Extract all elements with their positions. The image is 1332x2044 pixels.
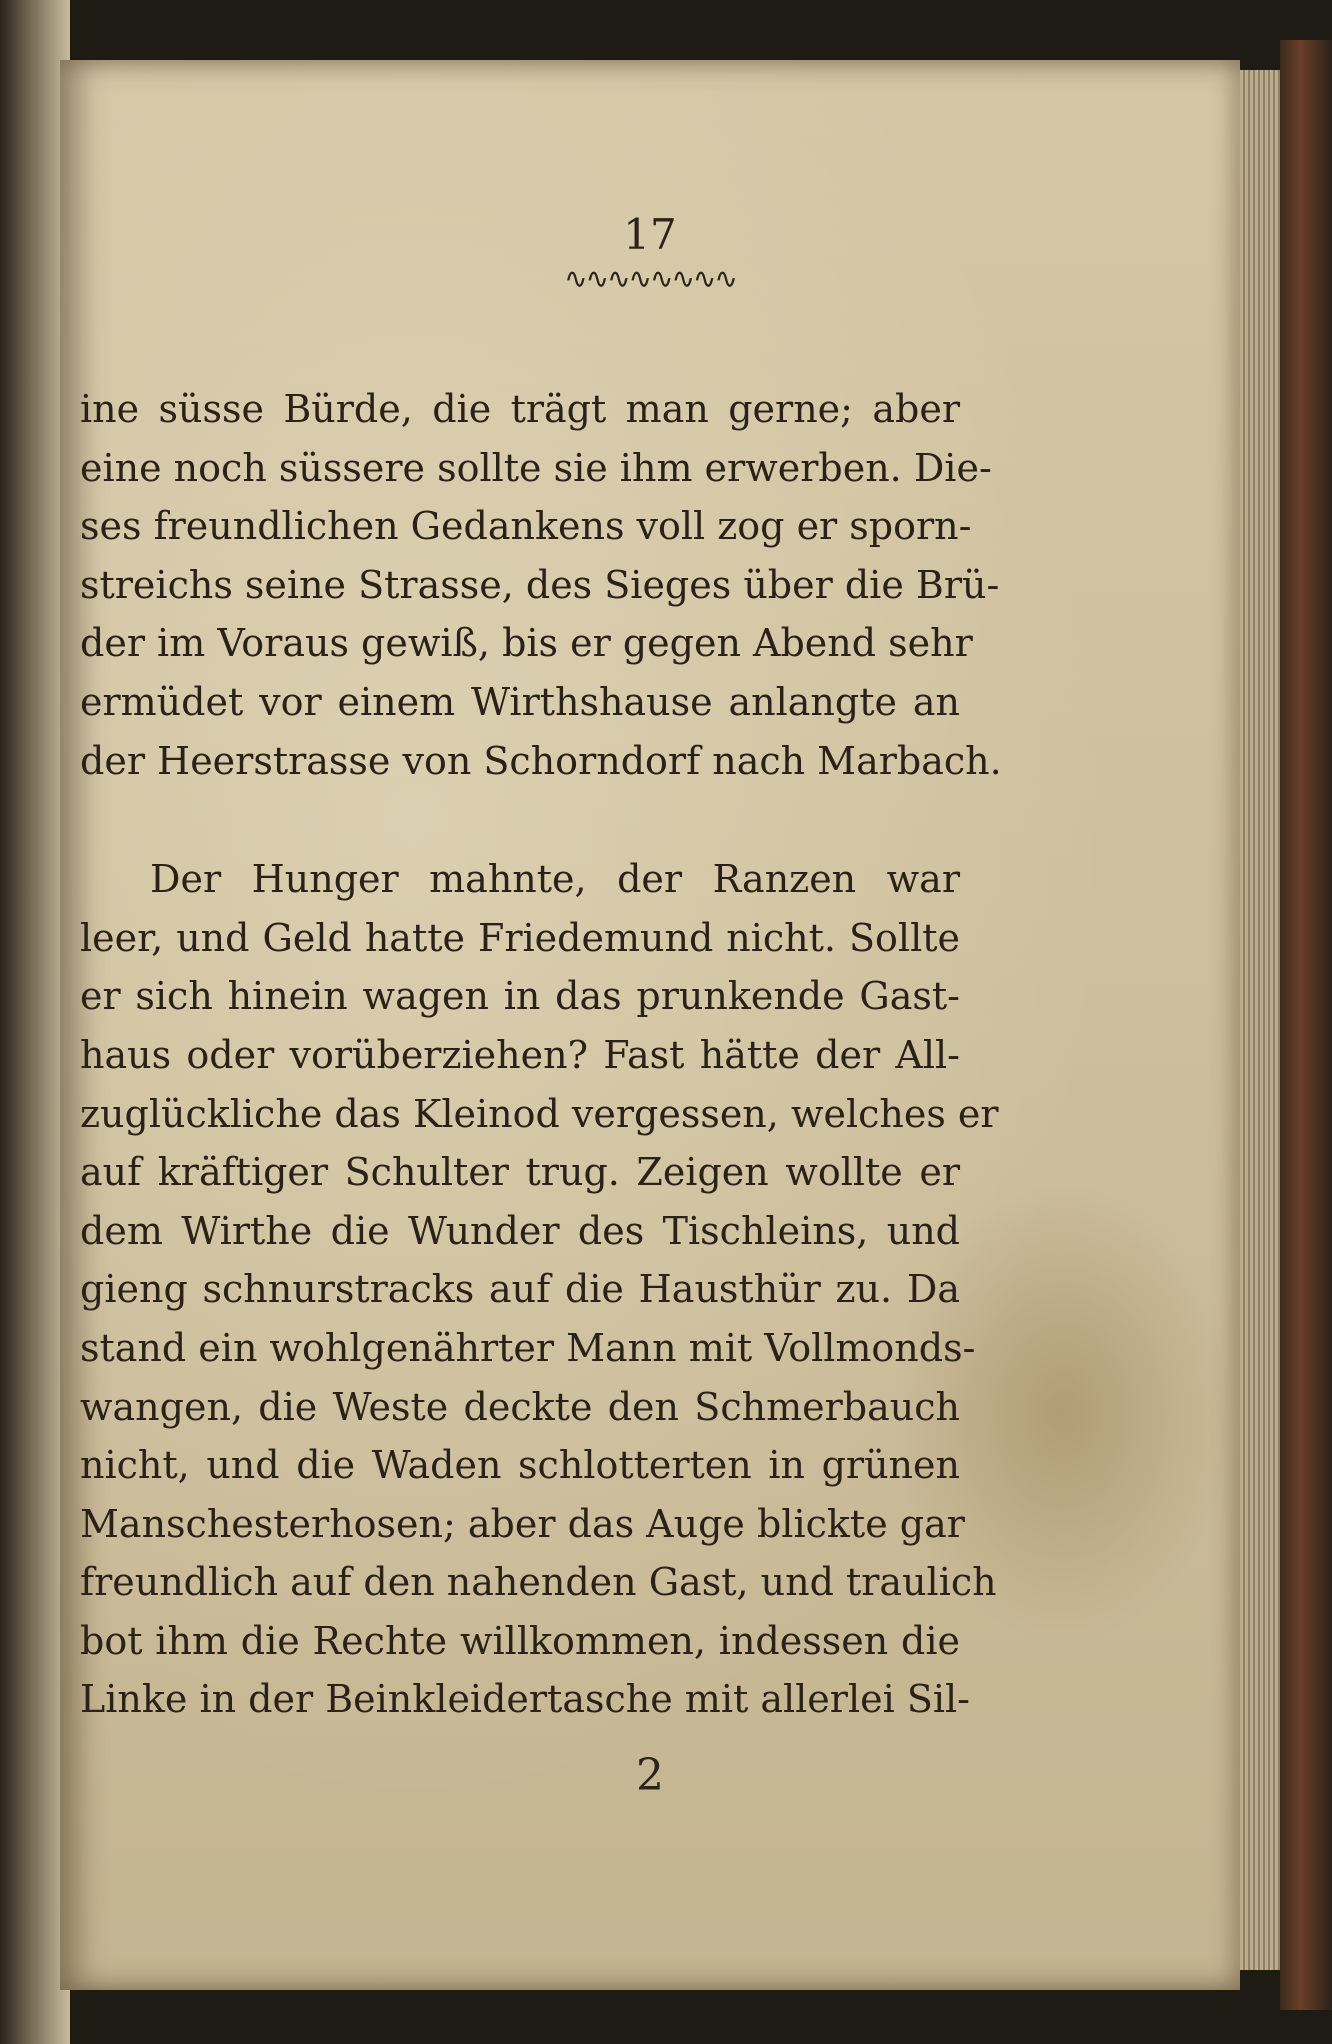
text-line: bot ihm die Rechte willkommen, indessen die — [80, 1618, 960, 1663]
text-line: Manschesterhosen; aber das Auge blickte gar — [80, 1501, 965, 1546]
text-line: zuglückliche das Kleinod vergessen, welches er — [80, 1091, 999, 1136]
book-page — [60, 60, 1240, 1990]
book-cover-edge — [1280, 40, 1332, 2010]
paragraph-gap — [80, 790, 960, 850]
body-text — [80, 380, 1002, 1729]
page-edges — [1240, 70, 1280, 1970]
text-line: ses freundlichen Gedankens voll zog er sporn- — [80, 504, 972, 549]
text-line: ine süsse Bürde, die trägt man gerne; aber — [80, 387, 960, 431]
page-number: 17 — [623, 210, 677, 259]
header-ornament: ∿∿∿∿∿∿∿∿ — [564, 262, 736, 295]
text-line: haus oder vorüberziehen? Fast hätte der All- — [80, 1032, 960, 1077]
text-line: leer, und Geld hatte Friedemund nicht. Sollte — [80, 915, 960, 960]
text-line: auf kräftiger Schulter trug. Zeigen wollte er — [80, 1150, 960, 1195]
signature-mark: 2 — [636, 1750, 664, 1801]
text-line: der Heerstrasse von Schorndorf nach Marbach. — [80, 738, 1002, 783]
text-line: wangen, die Weste deckte den Schmerbauch — [80, 1384, 960, 1429]
text-line: freundlich auf den nahenden Gast, und traulich — [80, 1560, 997, 1605]
text-line: Linke in der Beinkleidertasche mit allerlei Sil- — [80, 1677, 971, 1722]
paragraph — [80, 380, 1002, 790]
paragraph — [80, 850, 999, 1729]
text-line: er sich hinein wagen in das prunkende Gast- — [80, 974, 960, 1019]
text-line: ermüdet vor einem Wirthshause anlangte an — [80, 679, 960, 724]
text-line: streichs seine Strasse, des Sieges über die Brü- — [80, 562, 1000, 607]
text-line: dem Wirthe die Wunder des Tischleins, und — [80, 1208, 960, 1253]
text-line: nicht, und die Waden schlotterten in grünen — [80, 1443, 960, 1488]
text-line: stand ein wohlgenährter Mann mit Vollmonds- — [80, 1325, 976, 1370]
text-line: gieng schnurstracks auf die Hausthür zu. Da — [80, 1267, 960, 1312]
text-line: der im Voraus gewiß, bis er gegen Abend sehr — [80, 621, 973, 666]
text-line: eine noch süssere sollte sie ihm erwerben. Die- — [80, 445, 992, 490]
text-line: Der Hunger mahnte, der Ranzen war — [150, 857, 960, 902]
